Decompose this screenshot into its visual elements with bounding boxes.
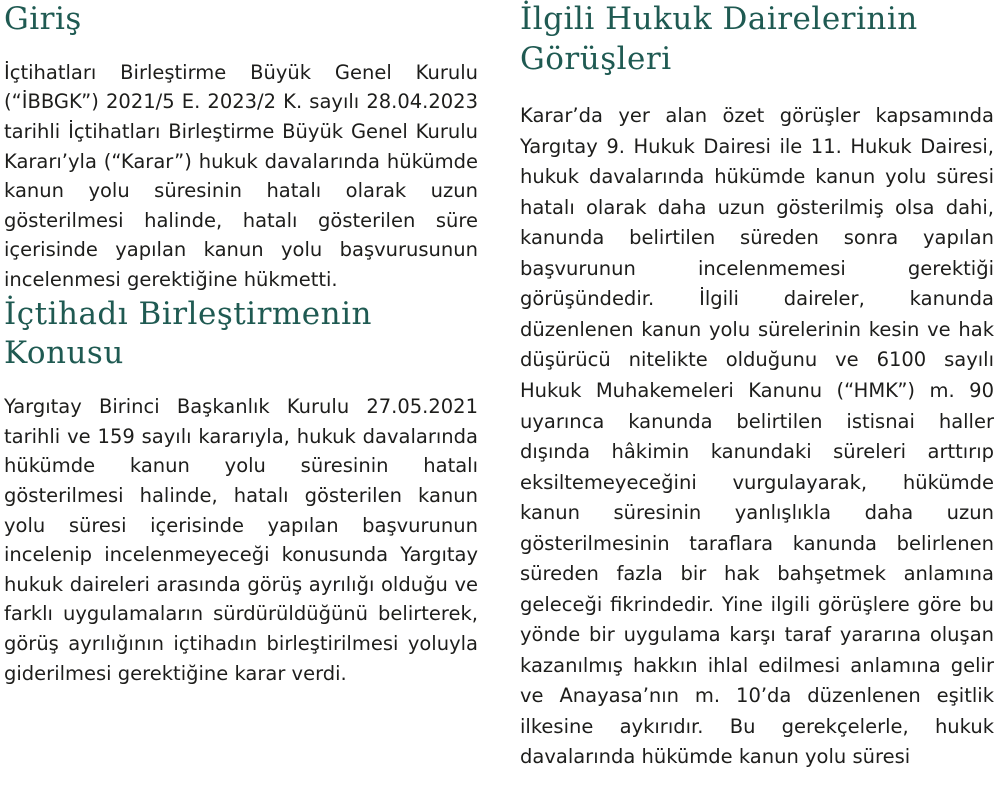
section-heading-ilgili-hukuk-dairelerinin-gorusleri: İlgili Hukuk Dairelerinin Görüşleri <box>520 1 918 77</box>
left-column <box>4 0 478 773</box>
section-paragraph-ictihadi-birlestirmenin-konusu: Yargıtay Birinci Başkanlık Kurulu 27.05.2021 tarihli ve 159 sayılı kararıyla, hukuk davalarında hükümde kanun yolu süresinin hatalı gösterilmesi halinde, hatalı gösterilen kanun yolu süresi içerisinde yapılan başvurunun incelenip incelenmeyeceği konusunda Yargıtay hukuk daireleri arasında görüş ayrılığı olduğu ve farklı uygulamaların sürdürüldüğünü belirterek, görüş ayrılığının içtihadın birleştirilmesi yoluyla giderilmesi gerektiğine karar verdi. <box>4 395 478 685</box>
section-paragraph-ilgili-hukuk-dairelerinin-gorusleri: Karar’da yer alan özet görüşler kapsamında Yargıtay 9. Hukuk Dairesi ile 11. Hukuk Dairesi, hukuk davalarında hükümde kanun yolu süresi hatalı olarak daha uzun gösterilmiş olsa dahi, kanunda belirtilen süreden sonra yapılan başvurunun incelenmemesi gerektiği görüşündedir. İlgili daireler, kanunda düzenlenen kanun yolu sürelerinin kesin ve hak düşürücü nitelikte olduğunu ve 6100 sayılı Hukuk Muhakemeleri Kanunu (“HMK”) m. 90 uyarınca kanunda belirtilen istisnai haller dışında hâkimin kanundaki süreleri arttırıp eksiltemeyeceğini vurgulayarak, hükümde kanun süresinin yanlışlıkla daha uzun gösterilmesinin taraflara kanunda belirlenen süreden fazla bir hak bahşetmek anlamına geleceği fikrindedir. Yine ilgili görüşlere göre bu yönde bir uygulama karşı taraf yararına oluşan kazanılmış hakkın ihlal edilmesi anlamına gelir ve Anayasa’nın m. 10’da düzenlenen eşitlik ilkesine aykırıdır. Bu gerekçelerle, hukuk davalarında hükümde kanun yolu süresi <box>520 104 994 769</box>
section-heading-ictihadi-birlestirmenin-konusu: İçtihadı Birleştirmenin Konusu <box>4 295 372 372</box>
section-heading-giris: Giriş <box>4 1 82 37</box>
section-paragraph-giris: İçtihatları Birleştirme Büyük Genel Kurulu (“İBBGK”) 2021/5 E. 2023/2 K. sayılı 28.04.2023 tarihli İçtihatları Birleştirme Büyük Genel Kurulu Kararı’yla (“Karar”) hukuk davalarında hükümde kanun yolu süresinin hatalı olarak uzun gösterilmesi halinde, hatalı gösterilen süre içerisinde yapılan kanun yolu başvurusunun incelenmesi gerektiğine hükmetti. <box>4 60 478 292</box>
right-column <box>520 0 994 773</box>
